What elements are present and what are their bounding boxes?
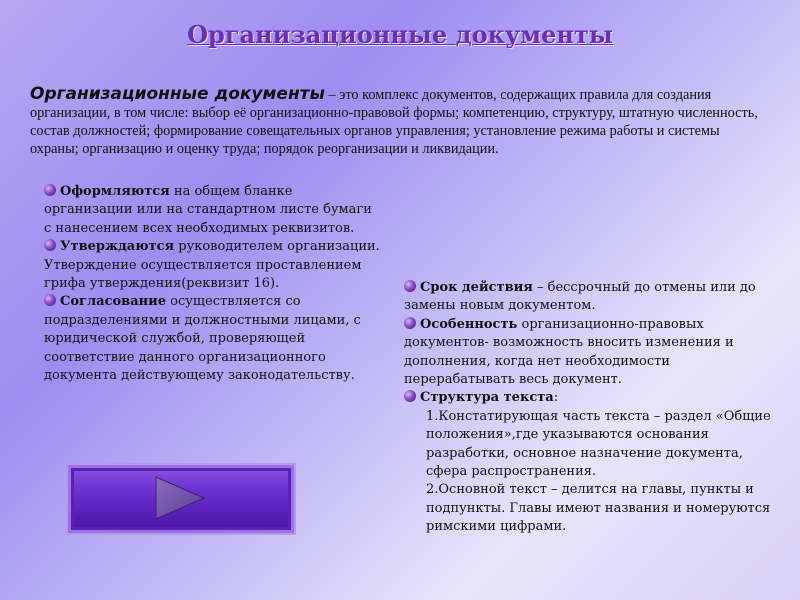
left-column bbox=[44, 183, 380, 385]
slide-title: Организационные документы bbox=[187, 20, 613, 49]
item-text: руководителем организации. Утверждение осуществляется проставлением грифа утверждения(реквизит 16). bbox=[44, 239, 380, 292]
bullet-icon bbox=[44, 184, 56, 196]
list-item bbox=[404, 389, 780, 407]
intro-term: Организационные документы bbox=[30, 84, 325, 104]
sub-item: 1.Констатирующая часть текста – раздел «Общие положения»,где указываются основания разработки, основное назначение документа, сфера распространения. bbox=[426, 408, 771, 480]
intro-text: – это комплекс документов, содержащих правила для создания организации, в том числе: выбор её организационно-правовой формы; компетенцию, структуру, штатную численность, состав должностей; формирование совещательных органов управления; установление режима работы и системы охраны; организацию и оценку труда; порядок реорганизации и ликвидации. bbox=[30, 87, 758, 157]
sub-item: 2.Основной текст – делится на главы, пункты и подпункты. Главы имеют названия и номеруются римскими цифрами. bbox=[426, 482, 771, 535]
bullet-icon bbox=[44, 294, 56, 306]
intro-paragraph bbox=[30, 85, 770, 158]
list-item bbox=[44, 183, 380, 238]
list-item bbox=[44, 238, 380, 293]
bullet-icon bbox=[44, 239, 56, 251]
item-heading: Утверждаются bbox=[60, 239, 175, 255]
item-heading: Оформляются bbox=[60, 184, 170, 199]
bullet-icon bbox=[404, 317, 416, 329]
list-item bbox=[44, 293, 380, 385]
right-column bbox=[404, 279, 780, 537]
list-item bbox=[404, 279, 780, 316]
item-heading: Структура текста bbox=[420, 390, 554, 406]
bullet-icon bbox=[404, 280, 416, 292]
item-heading: Срок действия bbox=[420, 280, 533, 295]
item-text: на общем бланке организации или на стандартном листе бумаги с нанесением всех необходимых реквизитов. bbox=[44, 184, 372, 236]
play-arrow-icon bbox=[154, 475, 206, 521]
item-text: : bbox=[553, 390, 559, 406]
item-heading: Согласование bbox=[60, 294, 167, 310]
item-text: организационно-правовых документов- возможность вносить изменения и дополнения, когда нет необходимости перерабатывать весь документ. bbox=[404, 316, 734, 388]
item-text: – бессрочный до отмены или до замены новым документом. bbox=[404, 280, 756, 314]
list-item bbox=[404, 316, 780, 390]
item-text: осуществляется со подразделениями и должностными лицами, с юридической службой, проверяющей соответствие данного организационного документа действующему законодательству. bbox=[44, 294, 361, 384]
next-slide-button[interactable] bbox=[66, 463, 296, 535]
bullet-icon bbox=[404, 390, 416, 402]
item-heading: Особенность bbox=[420, 316, 518, 332]
